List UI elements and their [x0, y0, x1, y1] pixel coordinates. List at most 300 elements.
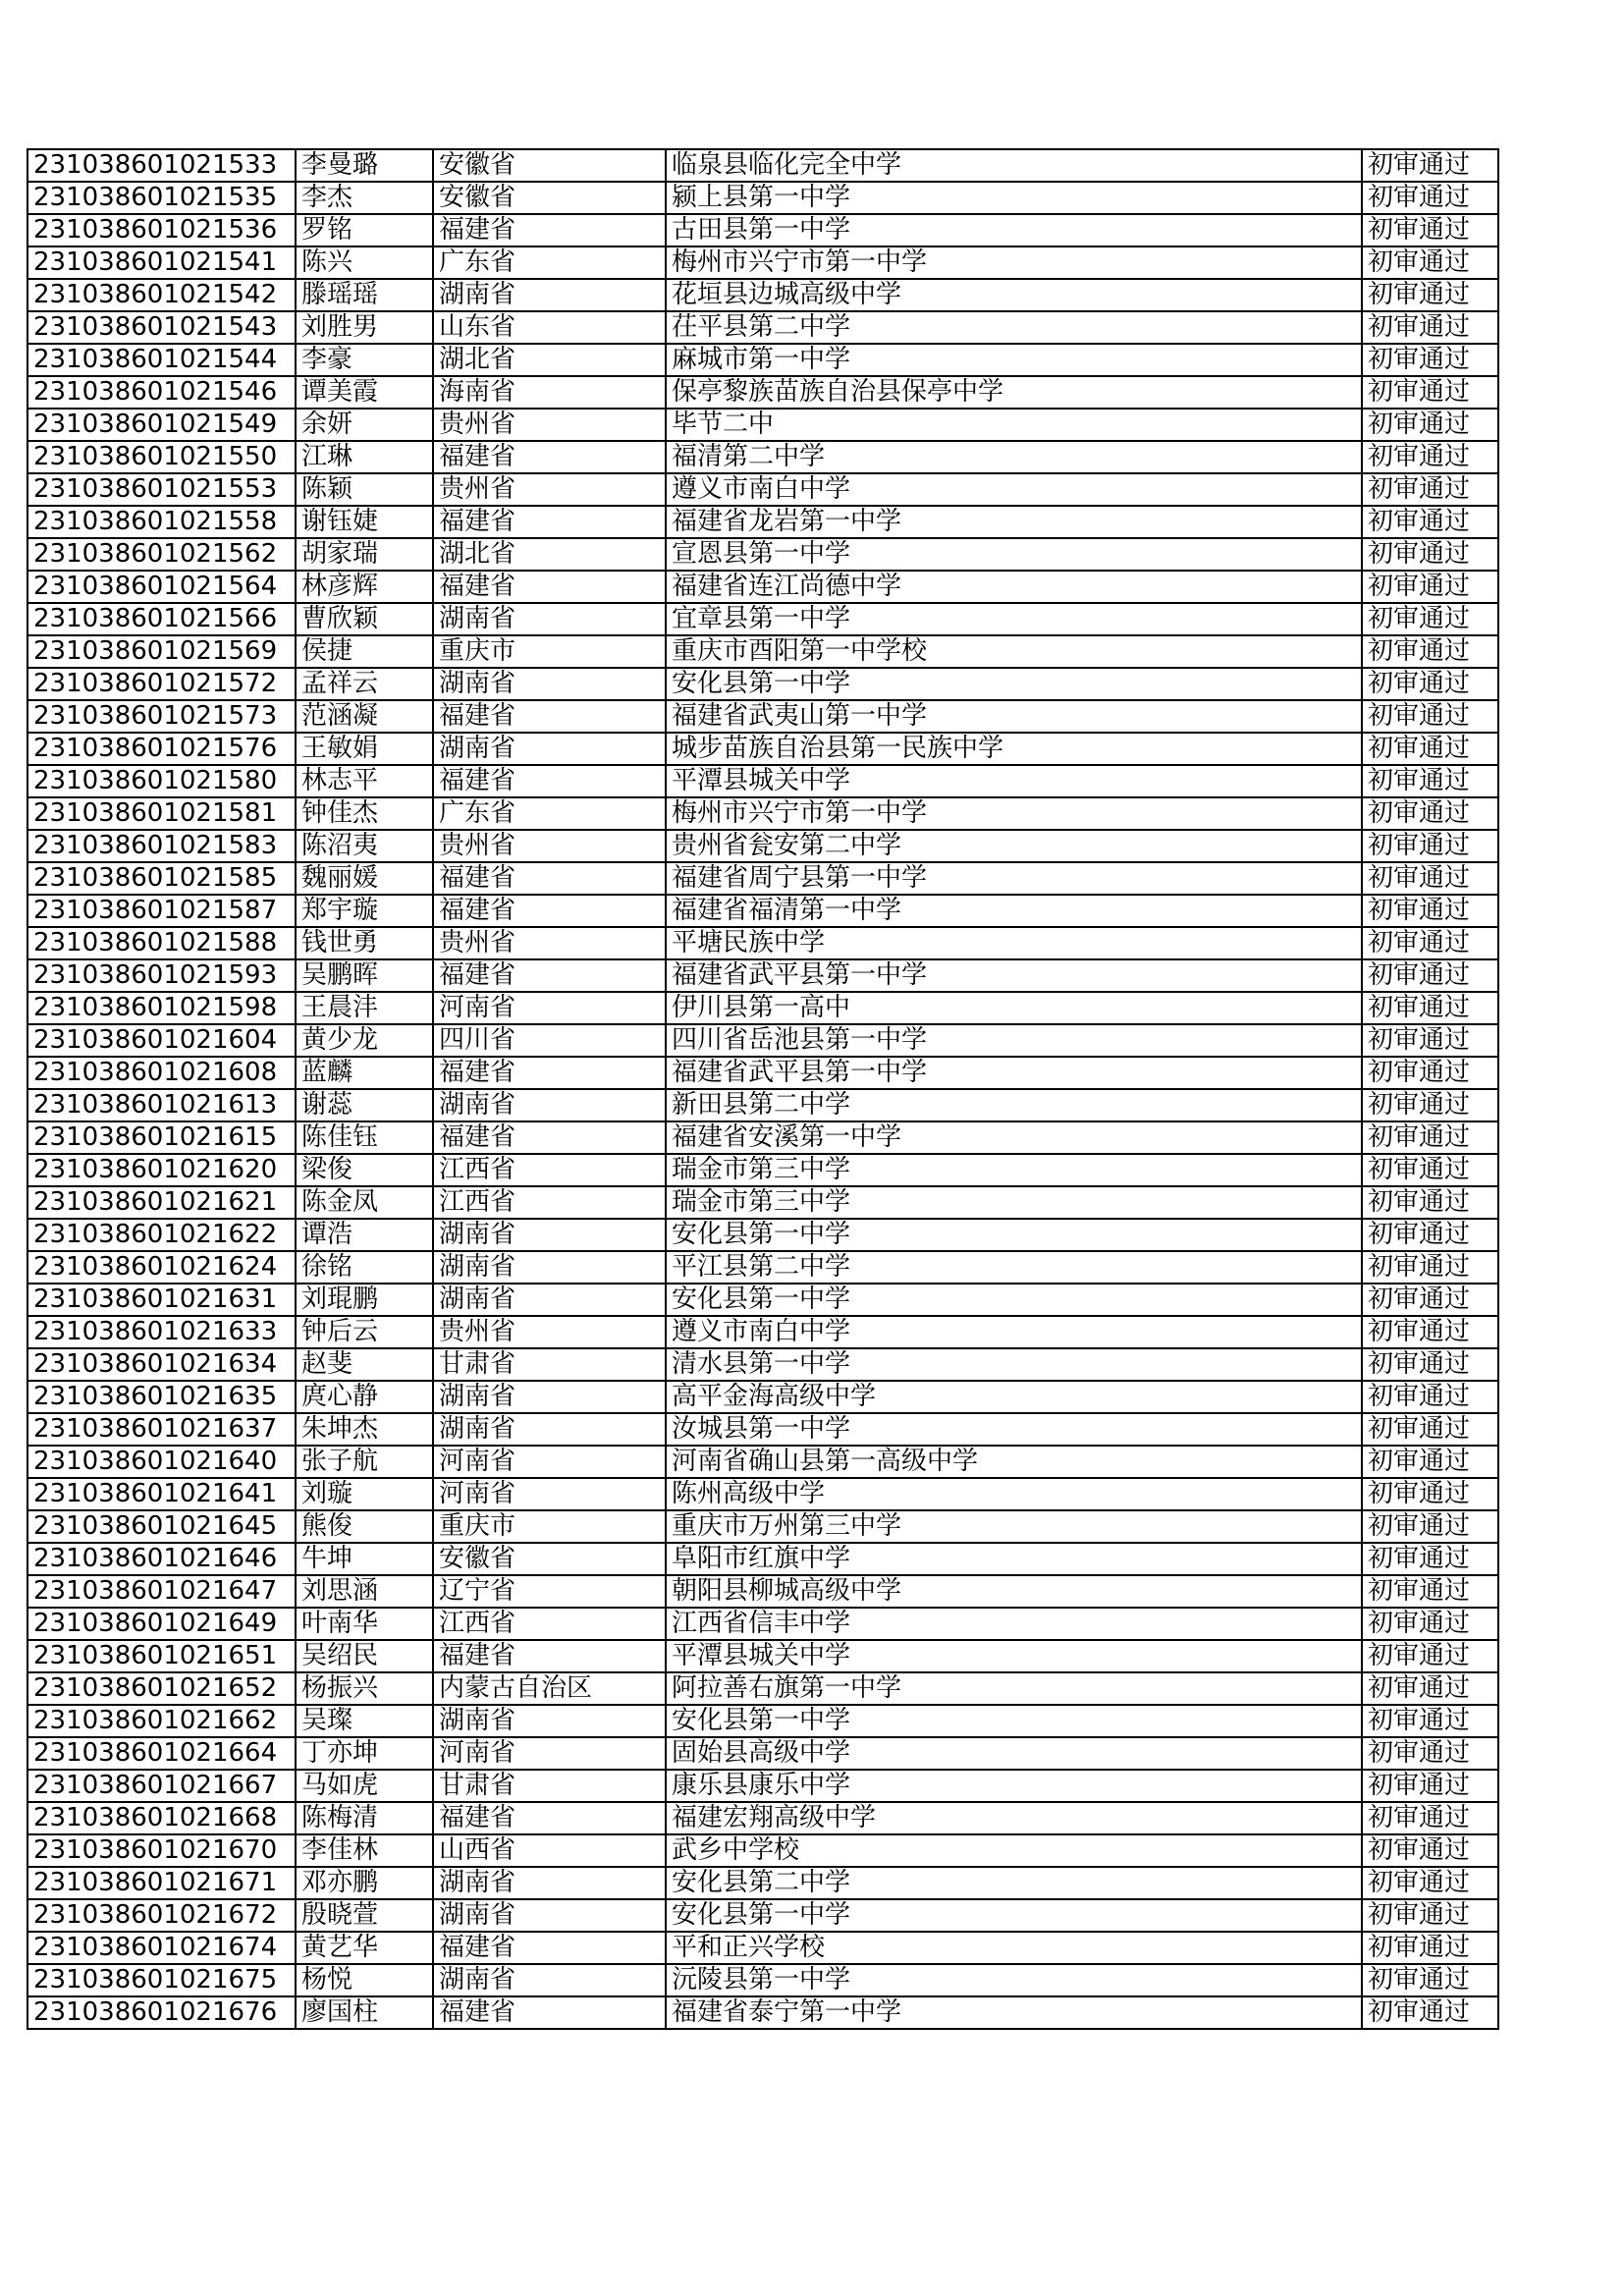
- table-row: [27, 1672, 1498, 1705]
- school-cell: 福建省武平县第一中学: [666, 959, 1362, 992]
- table-row: [27, 959, 1498, 992]
- table-row: [27, 895, 1498, 927]
- name-cell: 殷晓萱: [296, 1899, 433, 1932]
- school-cell: 古田县第一中学: [666, 214, 1362, 246]
- status-cell: 初审通过: [1362, 246, 1498, 279]
- table-row: [27, 1608, 1498, 1640]
- province-cell: 福建省: [433, 1057, 666, 1089]
- province-cell: 安徽省: [433, 149, 666, 182]
- name-cell: 赵斐: [296, 1348, 433, 1381]
- table-row: [27, 1219, 1498, 1251]
- school-cell: 沅陵县第一中学: [666, 1964, 1362, 1996]
- table-row: [27, 1932, 1498, 1964]
- province-cell: 湖南省: [433, 1251, 666, 1284]
- province-cell: 湖南省: [433, 733, 666, 765]
- registration-number-cell: 231038601021533: [27, 149, 296, 182]
- registration-number-cell: 231038601021558: [27, 506, 296, 538]
- table-row: [27, 1154, 1498, 1186]
- table-row: [27, 1834, 1498, 1867]
- registration-number-cell: 231038601021667: [27, 1770, 296, 1802]
- school-cell: 福建省连江尚德中学: [666, 571, 1362, 603]
- school-cell: 颍上县第一中学: [666, 182, 1362, 214]
- name-cell: 谢钰婕: [296, 506, 433, 538]
- registration-number-cell: 231038601021674: [27, 1932, 296, 1964]
- table-row: [27, 1640, 1498, 1672]
- name-cell: 余妍: [296, 409, 433, 441]
- name-cell: 陈金凤: [296, 1186, 433, 1219]
- name-cell: 叶南华: [296, 1608, 433, 1640]
- province-cell: 甘肃省: [433, 1348, 666, 1381]
- status-cell: 初审通过: [1362, 1543, 1498, 1575]
- table-row: [27, 1381, 1498, 1413]
- registration-number-cell: 231038601021588: [27, 927, 296, 959]
- name-cell: 陈兴: [296, 246, 433, 279]
- registration-number-cell: 231038601021640: [27, 1446, 296, 1478]
- candidate-table: [27, 148, 1499, 2030]
- name-cell: 陈佳钰: [296, 1121, 433, 1154]
- school-cell: 遵义市南白中学: [666, 473, 1362, 506]
- province-cell: 福建省: [433, 700, 666, 733]
- name-cell: 刘胜男: [296, 311, 433, 344]
- registration-number-cell: 231038601021541: [27, 246, 296, 279]
- table-row: [27, 1348, 1498, 1381]
- registration-number-cell: 231038601021553: [27, 473, 296, 506]
- status-cell: 初审通过: [1362, 895, 1498, 927]
- province-cell: 福建省: [433, 506, 666, 538]
- table-row: [27, 1478, 1498, 1510]
- registration-number-cell: 231038601021635: [27, 1381, 296, 1413]
- province-cell: 湖北省: [433, 344, 666, 376]
- province-cell: 贵州省: [433, 409, 666, 441]
- province-cell: 福建省: [433, 214, 666, 246]
- registration-number-cell: 231038601021562: [27, 538, 296, 571]
- province-cell: 湖南省: [433, 1284, 666, 1316]
- name-cell: 李豪: [296, 344, 433, 376]
- name-cell: 朱坤杰: [296, 1413, 433, 1446]
- school-cell: 花垣县边城高级中学: [666, 279, 1362, 311]
- status-cell: 初审通过: [1362, 1608, 1498, 1640]
- name-cell: 刘璇: [296, 1478, 433, 1510]
- province-cell: 湖南省: [433, 1219, 666, 1251]
- school-cell: 康乐县康乐中学: [666, 1770, 1362, 1802]
- school-cell: 新田县第二中学: [666, 1089, 1362, 1121]
- school-cell: 福建省安溪第一中学: [666, 1121, 1362, 1154]
- status-cell: 初审通过: [1362, 1996, 1498, 2029]
- table-row: [27, 311, 1498, 344]
- province-cell: 福建省: [433, 895, 666, 927]
- province-cell: 湖南省: [433, 603, 666, 635]
- name-cell: 吴璨: [296, 1705, 433, 1737]
- province-cell: 湖南省: [433, 1705, 666, 1737]
- table-row: [27, 700, 1498, 733]
- province-cell: 湖南省: [433, 1413, 666, 1446]
- school-cell: 朝阳县柳城高级中学: [666, 1575, 1362, 1608]
- status-cell: 初审通过: [1362, 1057, 1498, 1089]
- province-cell: 辽宁省: [433, 1575, 666, 1608]
- name-cell: 吴绍民: [296, 1640, 433, 1672]
- name-cell: 张子航: [296, 1446, 433, 1478]
- name-cell: 蓝麟: [296, 1057, 433, 1089]
- table-row: [27, 279, 1498, 311]
- name-cell: 黄艺华: [296, 1932, 433, 1964]
- registration-number-cell: 231038601021646: [27, 1543, 296, 1575]
- school-cell: 宣恩县第一中学: [666, 538, 1362, 571]
- school-cell: 陈州高级中学: [666, 1478, 1362, 1510]
- province-cell: 贵州省: [433, 830, 666, 862]
- name-cell: 侯捷: [296, 635, 433, 668]
- school-cell: 保亭黎族苗族自治县保亭中学: [666, 376, 1362, 409]
- table-row: [27, 797, 1498, 830]
- name-cell: 林彦辉: [296, 571, 433, 603]
- status-cell: 初审通过: [1362, 571, 1498, 603]
- table-row: [27, 1575, 1498, 1608]
- table-row: [27, 927, 1498, 959]
- registration-number-cell: 231038601021585: [27, 862, 296, 895]
- province-cell: 福建省: [433, 959, 666, 992]
- province-cell: 重庆市: [433, 635, 666, 668]
- registration-number-cell: 231038601021550: [27, 441, 296, 473]
- candidate-table-body: [27, 149, 1498, 2029]
- province-cell: 海南省: [433, 376, 666, 409]
- status-cell: 初审通过: [1362, 1770, 1498, 1802]
- table-row: [27, 1867, 1498, 1899]
- table-row: [27, 376, 1498, 409]
- name-cell: 廖国柱: [296, 1996, 433, 2029]
- status-cell: 初审通过: [1362, 927, 1498, 959]
- province-cell: 湖南省: [433, 1899, 666, 1932]
- name-cell: 陈颖: [296, 473, 433, 506]
- registration-number-cell: 231038601021546: [27, 376, 296, 409]
- registration-number-cell: 231038601021664: [27, 1737, 296, 1770]
- registration-number-cell: 231038601021598: [27, 992, 296, 1024]
- registration-number-cell: 231038601021572: [27, 668, 296, 700]
- table-row: [27, 668, 1498, 700]
- province-cell: 湖南省: [433, 1964, 666, 1996]
- province-cell: 河南省: [433, 1478, 666, 1510]
- school-cell: 福建省武夷山第一中学: [666, 700, 1362, 733]
- province-cell: 福建省: [433, 441, 666, 473]
- school-cell: 瑞金市第三中学: [666, 1154, 1362, 1186]
- school-cell: 梅州市兴宁市第一中学: [666, 246, 1362, 279]
- status-cell: 初审通过: [1362, 1867, 1498, 1899]
- school-cell: 伊川县第一高中: [666, 992, 1362, 1024]
- status-cell: 初审通过: [1362, 344, 1498, 376]
- status-cell: 初审通过: [1362, 830, 1498, 862]
- table-row: [27, 506, 1498, 538]
- status-cell: 初审通过: [1362, 409, 1498, 441]
- table-row: [27, 149, 1498, 182]
- registration-number-cell: 231038601021615: [27, 1121, 296, 1154]
- registration-number-cell: 231038601021647: [27, 1575, 296, 1608]
- status-cell: 初审通过: [1362, 1834, 1498, 1867]
- school-cell: 梅州市兴宁市第一中学: [666, 797, 1362, 830]
- name-cell: 李佳林: [296, 1834, 433, 1867]
- school-cell: 宜章县第一中学: [666, 603, 1362, 635]
- school-cell: 福建宏翔高级中学: [666, 1802, 1362, 1834]
- table-row: [27, 441, 1498, 473]
- status-cell: 初审通过: [1362, 182, 1498, 214]
- school-cell: 福建省泰宁第一中学: [666, 1996, 1362, 2029]
- registration-number-cell: 231038601021649: [27, 1608, 296, 1640]
- registration-number-cell: 231038601021535: [27, 182, 296, 214]
- registration-number-cell: 231038601021624: [27, 1251, 296, 1284]
- status-cell: 初审通过: [1362, 1121, 1498, 1154]
- status-cell: 初审通过: [1362, 668, 1498, 700]
- registration-number-cell: 231038601021608: [27, 1057, 296, 1089]
- school-cell: 平潭县城关中学: [666, 765, 1362, 797]
- registration-number-cell: 231038601021587: [27, 895, 296, 927]
- table-row: [27, 1964, 1498, 1996]
- table-row: [27, 1770, 1498, 1802]
- registration-number-cell: 231038601021569: [27, 635, 296, 668]
- status-cell: 初审通过: [1362, 1381, 1498, 1413]
- table-row: [27, 992, 1498, 1024]
- school-cell: 安化县第一中学: [666, 668, 1362, 700]
- status-cell: 初审通过: [1362, 1316, 1498, 1348]
- province-cell: 福建省: [433, 1996, 666, 2029]
- table-row: [27, 182, 1498, 214]
- table-row: [27, 1057, 1498, 1089]
- name-cell: 吴鹏晖: [296, 959, 433, 992]
- status-cell: 初审通过: [1362, 1640, 1498, 1672]
- status-cell: 初审通过: [1362, 1186, 1498, 1219]
- table-row: [27, 1705, 1498, 1737]
- status-cell: 初审通过: [1362, 1446, 1498, 1478]
- province-cell: 湖南省: [433, 1381, 666, 1413]
- province-cell: 福建省: [433, 1640, 666, 1672]
- name-cell: 范涵凝: [296, 700, 433, 733]
- table-row: [27, 1802, 1498, 1834]
- school-cell: 麻城市第一中学: [666, 344, 1362, 376]
- status-cell: 初审通过: [1362, 473, 1498, 506]
- registration-number-cell: 231038601021637: [27, 1413, 296, 1446]
- table-row: [27, 1024, 1498, 1057]
- name-cell: 钱世勇: [296, 927, 433, 959]
- table-row: [27, 635, 1498, 668]
- status-cell: 初审通过: [1362, 506, 1498, 538]
- name-cell: 刘琨鹏: [296, 1284, 433, 1316]
- province-cell: 山东省: [433, 311, 666, 344]
- table-row: [27, 214, 1498, 246]
- registration-number-cell: 231038601021652: [27, 1672, 296, 1705]
- table-row: [27, 1996, 1498, 2029]
- table-row: [27, 1251, 1498, 1284]
- registration-number-cell: 231038601021604: [27, 1024, 296, 1057]
- school-cell: 高平金海高级中学: [666, 1381, 1362, 1413]
- school-cell: 重庆市酉阳第一中学校: [666, 635, 1362, 668]
- table-row: [27, 1446, 1498, 1478]
- province-cell: 河南省: [433, 1446, 666, 1478]
- status-cell: 初审通过: [1362, 1478, 1498, 1510]
- table-row: [27, 765, 1498, 797]
- status-cell: 初审通过: [1362, 1737, 1498, 1770]
- province-cell: 河南省: [433, 1737, 666, 1770]
- status-cell: 初审通过: [1362, 214, 1498, 246]
- registration-number-cell: 231038601021662: [27, 1705, 296, 1737]
- province-cell: 福建省: [433, 765, 666, 797]
- registration-number-cell: 231038601021549: [27, 409, 296, 441]
- status-cell: 初审通过: [1362, 1575, 1498, 1608]
- table-row: [27, 246, 1498, 279]
- name-cell: 滕瑶瑶: [296, 279, 433, 311]
- status-cell: 初审通过: [1362, 733, 1498, 765]
- registration-number-cell: 231038601021620: [27, 1154, 296, 1186]
- province-cell: 福建省: [433, 571, 666, 603]
- status-cell: 初审通过: [1362, 1705, 1498, 1737]
- name-cell: 刘思涵: [296, 1575, 433, 1608]
- registration-number-cell: 231038601021542: [27, 279, 296, 311]
- province-cell: 安徽省: [433, 1543, 666, 1575]
- school-cell: 城步苗族自治县第一民族中学: [666, 733, 1362, 765]
- school-cell: 平江县第二中学: [666, 1251, 1362, 1284]
- school-cell: 安化县第二中学: [666, 1867, 1362, 1899]
- school-cell: 遵义市南白中学: [666, 1316, 1362, 1348]
- table-row: [27, 1543, 1498, 1575]
- school-cell: 清水县第一中学: [666, 1348, 1362, 1381]
- registration-number-cell: 231038601021544: [27, 344, 296, 376]
- name-cell: 孟祥云: [296, 668, 433, 700]
- table-row: [27, 344, 1498, 376]
- name-cell: 李杰: [296, 182, 433, 214]
- name-cell: 丁亦坤: [296, 1737, 433, 1770]
- name-cell: 魏丽媛: [296, 862, 433, 895]
- registration-number-cell: 231038601021641: [27, 1478, 296, 1510]
- status-cell: 初审通过: [1362, 1024, 1498, 1057]
- status-cell: 初审通过: [1362, 603, 1498, 635]
- province-cell: 江西省: [433, 1154, 666, 1186]
- status-cell: 初审通过: [1362, 1251, 1498, 1284]
- registration-number-cell: 231038601021645: [27, 1510, 296, 1543]
- registration-number-cell: 231038601021543: [27, 311, 296, 344]
- school-cell: 福建省周宁县第一中学: [666, 862, 1362, 895]
- name-cell: 梁俊: [296, 1154, 433, 1186]
- school-cell: 阜阳市红旗中学: [666, 1543, 1362, 1575]
- province-cell: 广东省: [433, 246, 666, 279]
- status-cell: 初审通过: [1362, 959, 1498, 992]
- name-cell: 胡家瑞: [296, 538, 433, 571]
- school-cell: 江西省信丰中学: [666, 1608, 1362, 1640]
- school-cell: 贵州省瓮安第二中学: [666, 830, 1362, 862]
- name-cell: 谭美霞: [296, 376, 433, 409]
- registration-number-cell: 231038601021671: [27, 1867, 296, 1899]
- status-cell: 初审通过: [1362, 279, 1498, 311]
- status-cell: 初审通过: [1362, 1413, 1498, 1446]
- name-cell: 邓亦鹏: [296, 1867, 433, 1899]
- province-cell: 安徽省: [433, 182, 666, 214]
- province-cell: 广东省: [433, 797, 666, 830]
- name-cell: 黄少龙: [296, 1024, 433, 1057]
- name-cell: 钟佳杰: [296, 797, 433, 830]
- table-row: [27, 1316, 1498, 1348]
- province-cell: 重庆市: [433, 1510, 666, 1543]
- registration-number-cell: 231038601021576: [27, 733, 296, 765]
- registration-number-cell: 231038601021676: [27, 1996, 296, 2029]
- province-cell: 四川省: [433, 1024, 666, 1057]
- province-cell: 内蒙古自治区: [433, 1672, 666, 1705]
- name-cell: 李曼璐: [296, 149, 433, 182]
- province-cell: 甘肃省: [433, 1770, 666, 1802]
- table-row: [27, 1121, 1498, 1154]
- status-cell: 初审通过: [1362, 862, 1498, 895]
- status-cell: 初审通过: [1362, 1802, 1498, 1834]
- name-cell: 江琳: [296, 441, 433, 473]
- status-cell: 初审通过: [1362, 441, 1498, 473]
- province-cell: 福建省: [433, 862, 666, 895]
- table-row: [27, 1413, 1498, 1446]
- name-cell: 谢蕊: [296, 1089, 433, 1121]
- status-cell: 初审通过: [1362, 376, 1498, 409]
- registration-number-cell: 231038601021536: [27, 214, 296, 246]
- registration-number-cell: 231038601021668: [27, 1802, 296, 1834]
- status-cell: 初审通过: [1362, 1964, 1498, 1996]
- school-cell: 瑞金市第三中学: [666, 1186, 1362, 1219]
- table-row: [27, 862, 1498, 895]
- status-cell: 初审通过: [1362, 1219, 1498, 1251]
- registration-number-cell: 231038601021564: [27, 571, 296, 603]
- school-cell: 安化县第一中学: [666, 1284, 1362, 1316]
- school-cell: 重庆市万州第三中学: [666, 1510, 1362, 1543]
- school-cell: 临泉县临化完全中学: [666, 149, 1362, 182]
- table-row: [27, 538, 1498, 571]
- school-cell: 平和正兴学校: [666, 1932, 1362, 1964]
- registration-number-cell: 231038601021593: [27, 959, 296, 992]
- province-cell: 贵州省: [433, 927, 666, 959]
- table-row: [27, 830, 1498, 862]
- registration-number-cell: 231038601021670: [27, 1834, 296, 1867]
- school-cell: 茌平县第二中学: [666, 311, 1362, 344]
- registration-number-cell: 231038601021631: [27, 1284, 296, 1316]
- name-cell: 罗铭: [296, 214, 433, 246]
- status-cell: 初审通过: [1362, 1348, 1498, 1381]
- name-cell: 曹欣颖: [296, 603, 433, 635]
- province-cell: 福建省: [433, 1121, 666, 1154]
- table-row: [27, 571, 1498, 603]
- registration-number-cell: 231038601021581: [27, 797, 296, 830]
- registration-number-cell: 231038601021583: [27, 830, 296, 862]
- province-cell: 江西省: [433, 1608, 666, 1640]
- province-cell: 贵州省: [433, 1316, 666, 1348]
- school-cell: 平塘民族中学: [666, 927, 1362, 959]
- school-cell: 福建省武平县第一中学: [666, 1057, 1362, 1089]
- school-cell: 四川省岳池县第一中学: [666, 1024, 1362, 1057]
- school-cell: 河南省确山县第一高级中学: [666, 1446, 1362, 1478]
- province-cell: 湖南省: [433, 1867, 666, 1899]
- province-cell: 福建省: [433, 1932, 666, 1964]
- registration-number-cell: 231038601021613: [27, 1089, 296, 1121]
- registration-number-cell: 231038601021672: [27, 1899, 296, 1932]
- status-cell: 初审通过: [1362, 538, 1498, 571]
- status-cell: 初审通过: [1362, 311, 1498, 344]
- registration-number-cell: 231038601021566: [27, 603, 296, 635]
- name-cell: 徐铭: [296, 1251, 433, 1284]
- status-cell: 初审通过: [1362, 149, 1498, 182]
- school-cell: 平潭县城关中学: [666, 1640, 1362, 1672]
- table-row: [27, 473, 1498, 506]
- province-cell: 贵州省: [433, 473, 666, 506]
- school-cell: 安化县第一中学: [666, 1705, 1362, 1737]
- status-cell: 初审通过: [1362, 992, 1498, 1024]
- name-cell: 郑宇璇: [296, 895, 433, 927]
- name-cell: 熊俊: [296, 1510, 433, 1543]
- table-row: [27, 409, 1498, 441]
- status-cell: 初审通过: [1362, 765, 1498, 797]
- name-cell: 陈梅清: [296, 1802, 433, 1834]
- registration-number-cell: 231038601021622: [27, 1219, 296, 1251]
- registration-number-cell: 231038601021651: [27, 1640, 296, 1672]
- school-cell: 毕节二中: [666, 409, 1362, 441]
- name-cell: 庹心静: [296, 1381, 433, 1413]
- school-cell: 福清第二中学: [666, 441, 1362, 473]
